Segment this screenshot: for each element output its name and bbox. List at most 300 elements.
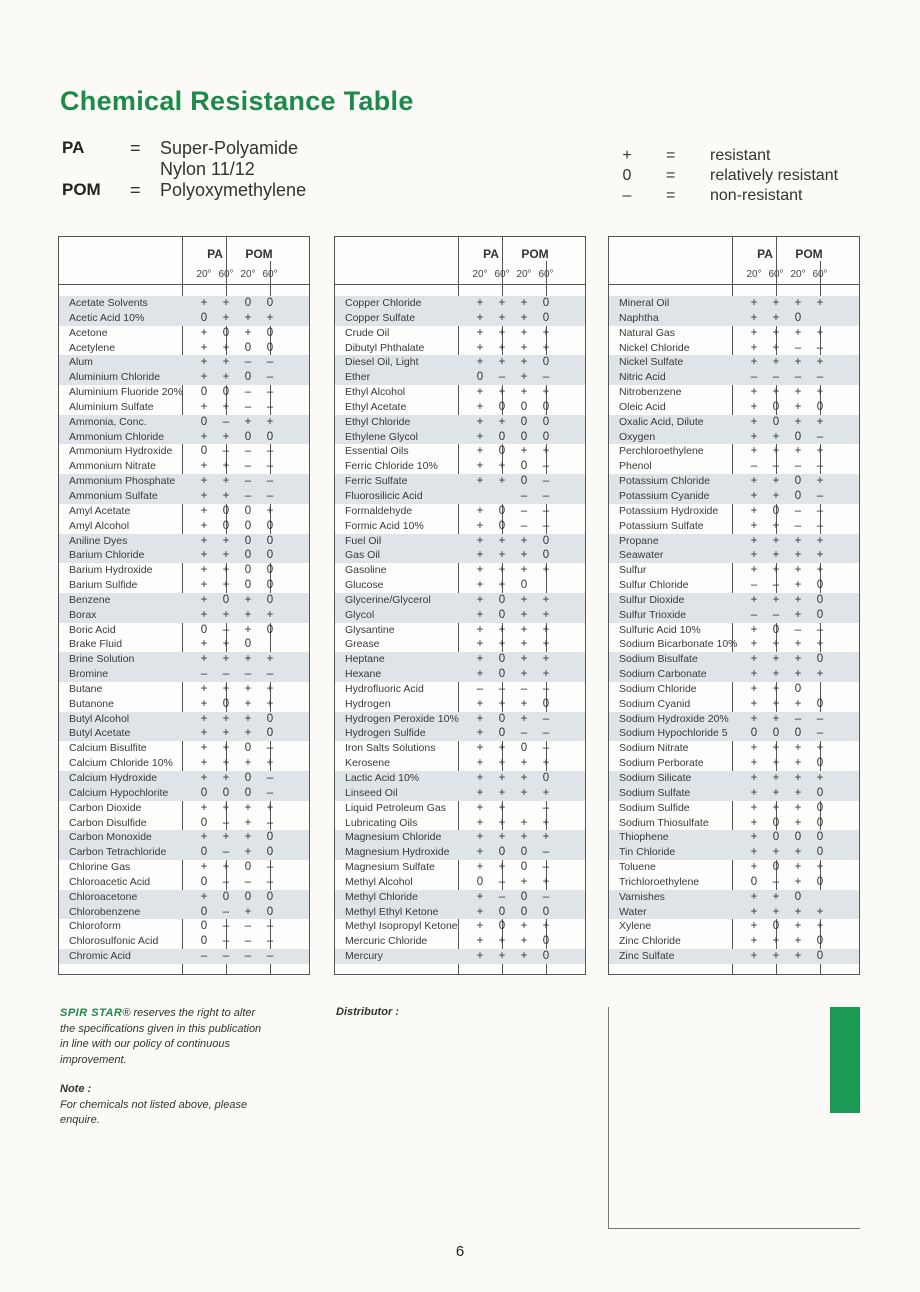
resistance-value: + xyxy=(772,386,780,399)
resistance-value: + xyxy=(476,757,484,770)
resistance-value: + xyxy=(750,653,758,666)
table-row xyxy=(59,385,309,400)
table-row xyxy=(335,845,585,860)
resistance-value: + xyxy=(750,400,758,413)
resistance-value: + xyxy=(750,356,758,369)
chemical-name: Lubricating Oils xyxy=(345,816,418,829)
resistance-value: 0 xyxy=(816,653,824,666)
resistance-value: 0 xyxy=(244,430,252,443)
table-row xyxy=(59,608,309,623)
resistance-value: 0 xyxy=(266,564,274,577)
chemical-name: Ammonium Chloride xyxy=(69,430,165,443)
resistance-value: 0 xyxy=(794,489,802,502)
resistance-value: – xyxy=(750,460,758,473)
resistance-value: + xyxy=(266,682,274,695)
resistance-value: + xyxy=(816,445,824,458)
table-row xyxy=(335,623,585,638)
resistance-value: 0 xyxy=(266,579,274,592)
resistance-value: + xyxy=(520,564,528,577)
resistance-value: + xyxy=(498,579,506,592)
page-number: 6 xyxy=(455,1243,465,1260)
chemical-name: Nitric Acid xyxy=(619,371,666,384)
resistance-value: 0 xyxy=(498,400,506,413)
table-row xyxy=(609,296,859,311)
resistance-value: 0 xyxy=(266,593,274,606)
resistance-value: + xyxy=(244,905,252,918)
resistance-value: + xyxy=(498,697,506,710)
distributor-box xyxy=(608,1007,860,1229)
resistance-value: + xyxy=(244,801,252,814)
chemical-name: Fluorosilicic Acid xyxy=(345,489,423,502)
resistance-value: + xyxy=(200,608,208,621)
resistance-value: 0 xyxy=(816,786,824,799)
header-temp-60: 60° xyxy=(494,269,510,280)
chemical-name: Sodium Sulfide xyxy=(619,801,690,814)
table-row xyxy=(59,949,309,964)
resistance-value: – xyxy=(266,786,274,799)
resistance-value: 0 xyxy=(266,534,274,547)
resistance-value: + xyxy=(476,712,484,725)
resistance-value: 0 xyxy=(266,549,274,562)
resistance-value: + xyxy=(542,920,550,933)
resistance-value: + xyxy=(200,653,208,666)
table-row xyxy=(609,667,859,682)
table-row xyxy=(609,905,859,920)
resistance-value: + xyxy=(222,460,230,473)
resistance-value: – xyxy=(542,371,550,384)
chemical-name: Essential Oils xyxy=(345,445,409,458)
resistance-value: + xyxy=(222,772,230,784)
legend-pom-line1: Polyoxymethylene xyxy=(160,180,307,200)
resistance-value: 0 xyxy=(200,875,208,888)
resistance-value: – xyxy=(816,341,824,354)
resistance-value: – xyxy=(222,816,230,829)
resistance-value: 0 xyxy=(520,846,528,859)
chemical-name: Benzene xyxy=(69,593,111,606)
table-row xyxy=(335,816,585,831)
table-row xyxy=(609,949,859,964)
resistance-value: 0 xyxy=(244,786,252,799)
resistance-value: + xyxy=(816,920,824,933)
chemical-name: Chlorine Gas xyxy=(69,861,131,874)
resistance-value: 0 xyxy=(794,430,802,443)
resistance-value: + xyxy=(476,950,484,963)
table-row xyxy=(609,608,859,623)
chemical-name: Ethyl Alcohol xyxy=(345,386,406,399)
resistance-value: + xyxy=(542,816,550,829)
chemical-name: Sodium Thiosulfate xyxy=(619,816,709,829)
resistance-value: + xyxy=(520,386,528,399)
table-row xyxy=(609,786,859,801)
resistance-value: – xyxy=(542,489,550,502)
resistance-value: + xyxy=(794,935,802,948)
resistance-value: 0 xyxy=(816,875,824,888)
resistance-value: 0 xyxy=(542,534,550,547)
resistance-value: + xyxy=(476,297,484,309)
table-row xyxy=(335,667,585,682)
table-row xyxy=(609,741,859,756)
resistance-value: + xyxy=(772,475,780,488)
table-row xyxy=(335,682,585,697)
chemical-name: Hydrofluoric Acid xyxy=(345,682,424,695)
table-row xyxy=(59,771,309,786)
resistance-table-3 xyxy=(608,236,860,975)
resistance-value: – xyxy=(498,875,506,888)
resistance-value: + xyxy=(266,504,274,517)
resistance-value: 0 xyxy=(266,846,274,859)
resistance-value: + xyxy=(520,297,528,309)
resistance-value: – xyxy=(794,712,802,725)
table-row xyxy=(59,890,309,905)
resistance-value: – xyxy=(266,742,274,755)
table-row xyxy=(335,726,585,741)
resistance-value: + xyxy=(200,341,208,354)
resistance-value: + xyxy=(222,638,230,651)
resistance-value: + xyxy=(476,445,484,458)
resistance-value: 0 xyxy=(498,920,506,933)
table-row xyxy=(609,890,859,905)
resistance-value: 0 xyxy=(200,623,208,636)
chemical-name: Carbon Disulfide xyxy=(69,816,147,829)
resistance-value: + xyxy=(498,311,506,324)
resistance-value: + xyxy=(200,742,208,755)
resistance-value: + xyxy=(520,816,528,829)
resistance-value: + xyxy=(772,638,780,651)
resistance-value: + xyxy=(476,311,484,324)
resistance-value: + xyxy=(794,905,802,918)
chemical-name: Barium Chloride xyxy=(69,549,145,562)
chemical-name: Linseed Oil xyxy=(345,786,398,799)
resistance-value: – xyxy=(222,905,230,918)
chemical-name: Ether xyxy=(345,371,371,384)
table-row xyxy=(609,341,859,356)
resistance-value: 0 xyxy=(772,920,780,933)
chemical-name: Diesel Oil, Light xyxy=(345,356,419,369)
resistance-value: 0 xyxy=(200,846,208,859)
resistance-value: + xyxy=(750,311,758,324)
resistance-value: + xyxy=(244,623,252,636)
resistance-value: + xyxy=(794,861,802,874)
resistance-value: + xyxy=(794,697,802,710)
resistance-value: + xyxy=(200,400,208,413)
resistance-value: 0 xyxy=(200,386,208,399)
resistance-value: 0 xyxy=(772,727,780,740)
table-row xyxy=(59,400,309,415)
resistance-value: 0 xyxy=(222,697,230,710)
resistance-value: + xyxy=(244,608,252,621)
resistance-table-2 xyxy=(334,236,586,975)
table-row xyxy=(335,415,585,430)
table-body xyxy=(335,296,585,964)
resistance-value: + xyxy=(542,623,550,636)
table-row xyxy=(335,697,585,712)
resistance-value: + xyxy=(498,534,506,547)
table-row xyxy=(609,816,859,831)
table-row xyxy=(59,652,309,667)
resistance-value: + xyxy=(816,386,824,399)
resistance-value: + xyxy=(794,608,802,621)
resistance-value: 0 xyxy=(772,816,780,829)
table-row xyxy=(335,830,585,845)
resistance-value: + xyxy=(476,816,484,829)
resistance-value: 0 xyxy=(794,475,802,488)
header-temp-20: 20° xyxy=(240,269,256,280)
resistance-value: + xyxy=(476,475,484,488)
resistance-value: + xyxy=(200,356,208,369)
resistance-value: 0 xyxy=(542,935,550,948)
resistance-value: + xyxy=(816,415,824,428)
resistance-value: + xyxy=(222,742,230,755)
resistance-value: – xyxy=(244,356,252,369)
resistance-value: – xyxy=(772,579,780,592)
resistance-value: – xyxy=(542,519,550,532)
table-row xyxy=(59,534,309,549)
resistance-value: + xyxy=(200,460,208,473)
chemical-name: Sulfur xyxy=(619,564,647,577)
chemical-name: Acetone xyxy=(69,326,108,339)
resistance-value: + xyxy=(476,534,484,547)
table-row xyxy=(59,296,309,311)
chemical-name: Calcium Chloride 10% xyxy=(69,757,173,770)
resistance-value: 0 xyxy=(498,653,506,666)
resistance-value: + xyxy=(244,712,252,725)
table-row xyxy=(609,875,859,890)
resistance-value: + xyxy=(750,549,758,562)
resistance-value: + xyxy=(794,742,802,755)
publication-note xyxy=(60,1006,270,1129)
resistance-value: – xyxy=(542,460,550,473)
header-pom: POM xyxy=(521,247,549,261)
resistance-value: + xyxy=(772,430,780,443)
resistance-value: + xyxy=(772,742,780,755)
chemical-name: Xylene xyxy=(619,920,652,933)
resistance-value: + xyxy=(498,801,506,814)
resistance-value: + xyxy=(520,445,528,458)
resistance-value: 0 xyxy=(772,400,780,413)
resistance-value: 0 xyxy=(222,326,230,339)
distributor-label: Distributor : xyxy=(336,1006,399,1018)
chemical-name: Magnesium Chloride xyxy=(345,831,442,844)
resistance-value: – xyxy=(542,712,550,725)
chemical-name: Varnishes xyxy=(619,890,665,903)
resistance-value: 0 xyxy=(816,593,824,606)
resistance-value: 0 xyxy=(520,579,528,592)
resistance-value: + xyxy=(520,786,528,799)
chemical-name: Calcium Hypochlorite xyxy=(69,786,169,799)
resistance-value: + xyxy=(772,593,780,606)
resistance-value: + xyxy=(520,697,528,710)
resistance-value: + xyxy=(476,341,484,354)
legend-pa-equals: = xyxy=(130,138,141,158)
table-row xyxy=(609,593,859,608)
header-temp-60: 60° xyxy=(262,269,278,280)
resistance-value: + xyxy=(750,638,758,651)
table-row xyxy=(335,860,585,875)
resistance-value: + xyxy=(542,326,550,339)
brand-logo: SPIR STAR xyxy=(60,1007,123,1019)
chemical-name: Heptane xyxy=(345,653,385,666)
chemical-name: Amyl Acetate xyxy=(69,504,131,517)
resistance-value: 0 xyxy=(244,564,252,577)
chemical-name: Gasoline xyxy=(345,564,387,577)
resistance-value: + xyxy=(476,415,484,428)
chemical-name: Nickel Chloride xyxy=(619,341,690,354)
resistance-value: + xyxy=(750,831,758,844)
resistance-value: + xyxy=(222,801,230,814)
resistance-value: + xyxy=(542,786,550,799)
resistance-value: 0 xyxy=(816,579,824,592)
chemical-name: Sodium Bicarbonate 10% xyxy=(619,638,738,651)
resistance-value: + xyxy=(794,846,802,859)
chemical-name: Sulfur Chloride xyxy=(619,579,689,592)
resistance-value: + xyxy=(200,593,208,606)
resistance-value: + xyxy=(794,579,802,592)
resistance-value: – xyxy=(266,935,274,948)
resistance-value: + xyxy=(222,564,230,577)
resistance-value: + xyxy=(794,593,802,606)
resistance-value: 0 xyxy=(266,623,274,636)
resistance-value: 0 xyxy=(266,297,274,309)
resistance-value: – xyxy=(794,460,802,473)
chemical-name: Carbon Dioxide xyxy=(69,801,142,814)
resistance-value: – xyxy=(794,519,802,532)
resistance-value: + xyxy=(200,430,208,443)
resistance-value: + xyxy=(794,326,802,339)
resistance-value: – xyxy=(476,682,484,695)
resistance-value: 0 xyxy=(200,786,208,799)
chemical-name: Butanone xyxy=(69,697,114,710)
resistance-value: + xyxy=(476,742,484,755)
resistance-value: + xyxy=(222,861,230,874)
chemical-name: Aluminium Sulfate xyxy=(69,400,154,413)
resistance-value: + xyxy=(476,920,484,933)
chemical-name: Glysantine xyxy=(345,623,395,636)
resistance-value: 0 xyxy=(794,311,802,324)
resistance-value: – xyxy=(542,861,550,874)
resistance-value: 0 xyxy=(266,727,274,740)
resistance-value: + xyxy=(794,386,802,399)
chemical-name: Sodium Bisulfate xyxy=(619,653,698,666)
resistance-value: 0 xyxy=(816,801,824,814)
key-meaning: resistant xyxy=(710,147,771,164)
table-row xyxy=(59,444,309,459)
chemical-name: Borax xyxy=(69,608,97,621)
resistance-value: + xyxy=(772,697,780,710)
page-title: Chemical Resistance Table xyxy=(60,86,414,116)
resistance-value: – xyxy=(244,489,252,502)
resistance-value: + xyxy=(520,935,528,948)
resistance-value: + xyxy=(498,549,506,562)
resistance-value: 0 xyxy=(520,415,528,428)
resistance-value: + xyxy=(476,890,484,903)
table-row xyxy=(59,860,309,875)
resistance-value: + xyxy=(520,326,528,339)
resistance-value: – xyxy=(244,950,252,963)
resistance-value: + xyxy=(750,742,758,755)
resistance-value: + xyxy=(222,371,230,384)
resistance-value: – xyxy=(498,371,506,384)
legend-pa-abbr: PA xyxy=(62,138,85,157)
resistance-value: + xyxy=(498,742,506,755)
resistance-value: + xyxy=(520,623,528,636)
table-row xyxy=(609,355,859,370)
resistance-value: – xyxy=(542,742,550,755)
chemical-name: Iron Salts Solutions xyxy=(345,742,436,755)
table-row xyxy=(609,311,859,326)
resistance-value: + xyxy=(750,386,758,399)
resistance-value: – xyxy=(816,504,824,517)
resistance-value: 0 xyxy=(244,297,252,309)
resistance-value: + xyxy=(200,682,208,695)
resistance-value: + xyxy=(750,920,758,933)
resistance-value: – xyxy=(266,861,274,874)
resistance-value: + xyxy=(772,950,780,963)
key-equals: = xyxy=(666,187,676,204)
table-row xyxy=(335,459,585,474)
resistance-value: 0 xyxy=(816,846,824,859)
resistance-value: + xyxy=(222,831,230,844)
resistance-value: + xyxy=(244,415,252,428)
resistance-value: – xyxy=(816,623,824,636)
table-row xyxy=(59,593,309,608)
chemical-name: Sodium Silicate xyxy=(619,772,692,784)
table-row xyxy=(609,519,859,534)
table-row xyxy=(609,444,859,459)
resistance-value: – xyxy=(244,935,252,948)
resistance-value: + xyxy=(794,445,802,458)
resistance-value: + xyxy=(476,400,484,413)
key-meaning: non-resistant xyxy=(710,187,803,204)
resistance-value: 0 xyxy=(772,504,780,517)
key-meaning: relatively resistant xyxy=(710,167,839,184)
chemical-name: Oxalic Acid, Dilute xyxy=(619,415,704,428)
resistance-value: + xyxy=(772,534,780,547)
table-row xyxy=(59,370,309,385)
chemical-name: Oleic Acid xyxy=(619,400,666,413)
resistance-value: + xyxy=(222,534,230,547)
resistance-value: – xyxy=(794,371,802,384)
table-header xyxy=(59,237,309,285)
chemical-name: Thiophene xyxy=(619,831,669,844)
resistance-value: 0 xyxy=(816,697,824,710)
resistance-value: + xyxy=(222,579,230,592)
table-row xyxy=(335,504,585,519)
resistance-value: 0 xyxy=(476,875,484,888)
resistance-value: + xyxy=(772,682,780,695)
resistance-value: 0 xyxy=(542,297,550,309)
key-symbol: 0 xyxy=(622,167,632,184)
resistance-value: + xyxy=(520,831,528,844)
chemical-name: Toluene xyxy=(619,861,656,874)
resistance-value: + xyxy=(816,668,824,681)
resistance-value: + xyxy=(244,816,252,829)
chemical-name: Acetylene xyxy=(69,341,116,354)
resistance-value: – xyxy=(266,816,274,829)
resistance-value: 0 xyxy=(244,519,252,532)
table-row xyxy=(59,845,309,860)
resistance-value: + xyxy=(750,890,758,903)
resistance-value: 0 xyxy=(244,861,252,874)
resistance-value: 0 xyxy=(244,341,252,354)
resistance-value: 0 xyxy=(816,608,824,621)
resistance-value: + xyxy=(200,297,208,309)
resistance-value: – xyxy=(772,608,780,621)
resistance-value: + xyxy=(750,861,758,874)
table-row xyxy=(335,400,585,415)
table-row xyxy=(59,578,309,593)
table-row xyxy=(335,786,585,801)
resistance-value: + xyxy=(476,861,484,874)
